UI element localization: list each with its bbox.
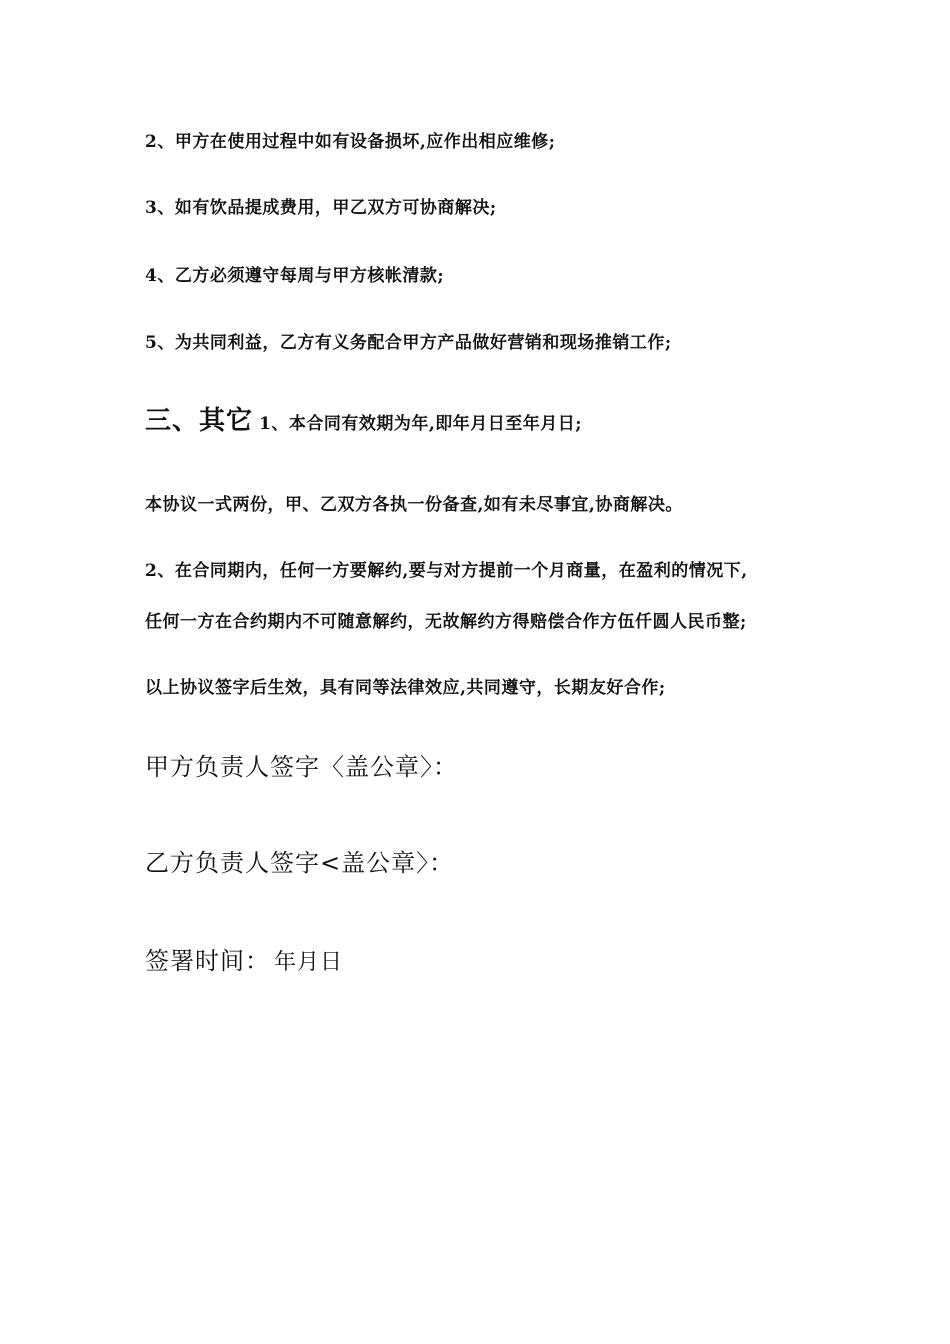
effect-clause: 以上协议签字后生效，具有同等法律效应,共同遵守，长期友好合作; bbox=[145, 678, 666, 698]
section-3-item-1: 1、本合同有效期为年,即年月日至年月日; bbox=[259, 414, 583, 434]
clause-4-weekly-settlement: 4、乙方必须遵守每周与甲方核帐清款; bbox=[145, 266, 445, 286]
clause-5-marketing-cooperation: 5、为共同利益，乙方有义务配合甲方产品做好营销和现场推销工作; bbox=[145, 333, 672, 353]
party-b-signature-line: 乙方负责人签字<盖公章〉： bbox=[145, 849, 455, 877]
copies-clause: 本协议一式两份，甲、乙双方各执一份备查,如有未尽事宜,协商解决。 bbox=[145, 495, 683, 515]
signing-date-label: 签署时间： bbox=[145, 947, 270, 975]
signing-date-line bbox=[145, 941, 343, 976]
clause-3-drink-commission: 3、如有饮品提成费用，甲乙双方可协商解决; bbox=[145, 198, 497, 218]
clause-2-equipment-repair: 2、甲方在使用过程中如有设备损坏,应作出相应维修; bbox=[145, 132, 556, 152]
section-3-heading: 三、其它 bbox=[145, 406, 254, 436]
signing-date-value: 年月日 bbox=[274, 950, 344, 975]
termination-clause-line-2: 任何一方在合约期内不可随意解约，无故解约方得赔偿合作方伍仟圆人民币整; bbox=[145, 612, 747, 632]
termination-clause-line-1: 2、在合同期内，任何一方要解约,要与对方提前一个月商量，在盈利的情况下, bbox=[145, 561, 748, 581]
section-3-row bbox=[145, 400, 582, 437]
party-a-signature-line: 甲方负责人签字〈盖公章〉： bbox=[145, 753, 458, 781]
